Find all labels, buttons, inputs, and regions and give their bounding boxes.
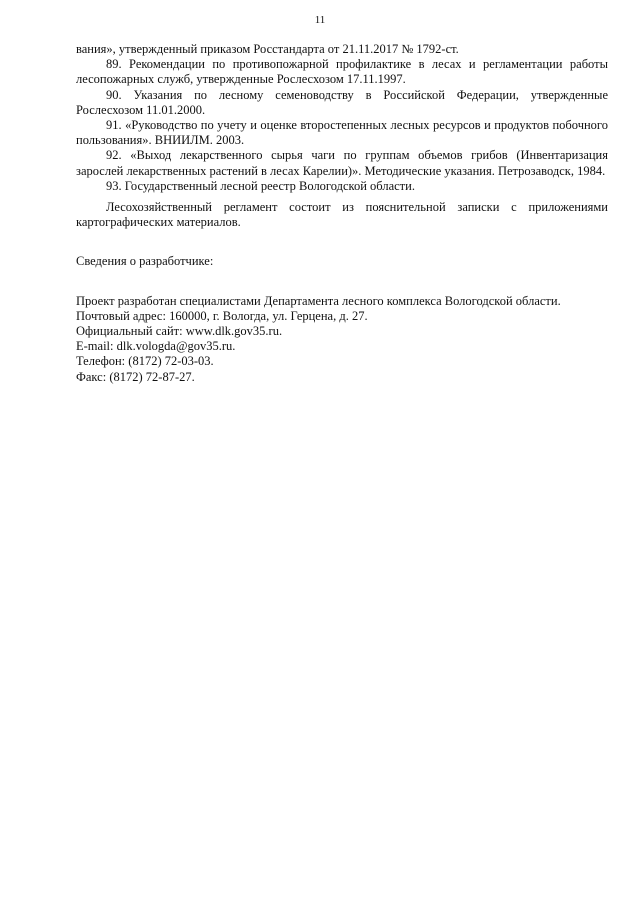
developer-fax: Факс: (8172) 72-87-27. [76, 369, 195, 384]
developer-address: Почтовый адрес: 160000, г. Вологда, ул. Герцена, д. 27. [76, 308, 368, 323]
list-item: 92. «Выход лекарственного сырья чаги по группам объемов грибов (Инвентаризация зарослей лекарственных растений в лесах Карелии)». Методические указания. Петрозаводск, 1984. [76, 148, 608, 178]
list-continuation: вания», утвержденный приказом Росстандарта от 21.11.2017 № 1792-ст. [76, 42, 459, 56]
list-item: 90. Указания по лесному семеноводству в Российской Федерации, утвержденные Рослесхозом 11.01.2000. [76, 87, 608, 117]
regulation-note: Лесохозяйственный регламент состоит из пояснительной записки с приложениями картографических материалов. [76, 200, 608, 230]
developer-website: Официальный сайт: www.dlk.gov35.ru. [76, 324, 283, 339]
page-number: 11 [314, 14, 326, 26]
list-item: 89. Рекомендации по противопожарной профилактике в лесах и регламентации работы лесопожарных служб, утвержденные Рослесхозом 17.11.1997. [76, 57, 608, 87]
developer-phone: Телефон: (8172) 72-03-03. [76, 354, 214, 369]
developer-email: E-mail: dlk.vologda@gov35.ru. [76, 339, 236, 354]
developer-heading: Сведения о разработчике: [76, 254, 214, 269]
list-item: 91. «Руководство по учету и оценке второстепенных лесных ресурсов и продуктов побочного пользования». ВНИИЛМ. 2003. [76, 118, 608, 148]
developer-project: Проект разработан специалистами Департамента лесного комплекса Вологодской области. [76, 293, 561, 308]
list-item: 93. Государственный лесной реестр Вологодской области. [106, 178, 415, 193]
document-body [76, 42, 608, 385]
